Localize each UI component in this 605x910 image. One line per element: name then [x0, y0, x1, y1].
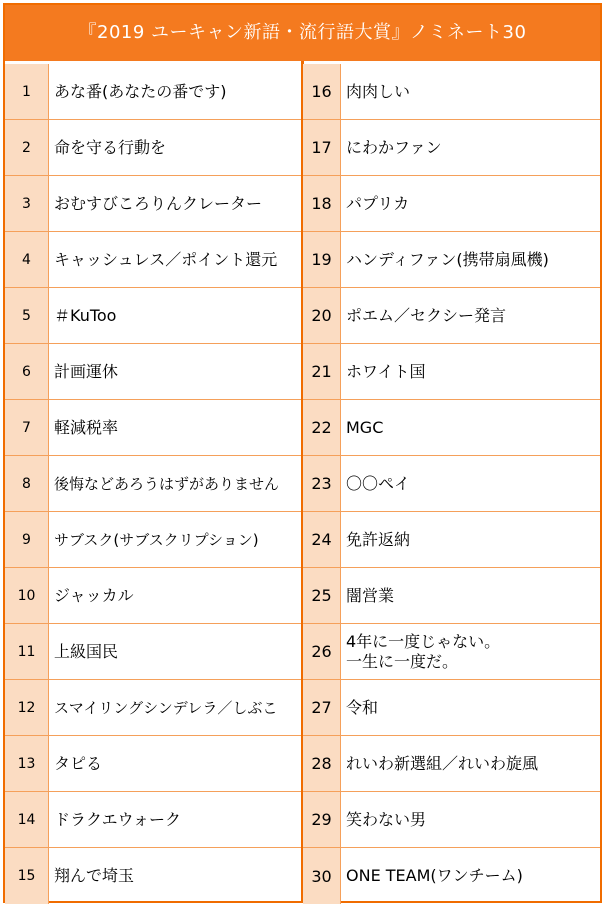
rank-number: 29 [303, 792, 341, 847]
table-row [5, 736, 302, 792]
rank-number: 20 [303, 288, 341, 343]
table-row [5, 624, 302, 680]
nominee-word: ドラクエウォーク [54, 809, 182, 829]
nominee-word: 軽減税率 [54, 417, 119, 437]
table-row [303, 288, 600, 344]
nominee-word: ONE TEAM(ワンチーム) [346, 866, 523, 885]
table-row [303, 624, 600, 680]
table-row [5, 568, 302, 624]
rank-number: 25 [303, 568, 341, 623]
rank-number: 21 [303, 344, 341, 399]
table-row [5, 512, 302, 568]
rank-number: 28 [303, 736, 341, 791]
nominee-word: おむすびころりんクレーター [54, 193, 263, 213]
nominee-word: 上級国民 [54, 641, 119, 661]
table-row [303, 568, 600, 624]
rank-number: 5 [5, 288, 49, 343]
rank-number: 8 [5, 456, 49, 511]
nominee-table [3, 3, 602, 903]
nominee-word: にわかファン [346, 137, 442, 157]
rank-number: 15 [5, 848, 49, 904]
table-row [303, 512, 600, 568]
table-row [5, 792, 302, 848]
rank-number: 4 [5, 232, 49, 287]
nominee-word: MGC [346, 417, 384, 437]
nominee-word: スマイリングシンデレラ／しぶこ [54, 698, 278, 717]
nominee-word: ホワイト国 [346, 361, 426, 381]
table-row [303, 848, 600, 904]
rank-number: 12 [5, 680, 49, 735]
table-row [303, 736, 600, 792]
table-row [303, 400, 600, 456]
table-row [5, 288, 302, 344]
table-row [303, 344, 600, 400]
table-row [5, 400, 302, 456]
nominee-word: あな番(あなたの番です) [54, 81, 227, 101]
rank-number: 18 [303, 176, 341, 231]
table-row [303, 456, 600, 512]
nominee-word: 闇営業 [346, 585, 395, 605]
table-row [303, 64, 600, 120]
rank-number: 13 [5, 736, 49, 791]
table-row [303, 120, 600, 176]
rank-number: 24 [303, 512, 341, 567]
nominee-word: 令和 [346, 697, 379, 717]
nominee-word: れいわ新選組／れいわ旋風 [346, 753, 539, 773]
rank-number: 30 [303, 848, 341, 904]
table-row [5, 848, 302, 904]
left-column [5, 64, 302, 904]
table-row [5, 456, 302, 512]
nominee-word: ジャッカル [54, 585, 134, 605]
rank-number: 7 [5, 400, 49, 455]
rank-number: 26 [303, 624, 341, 679]
nominee-word: 肉肉しい [346, 81, 411, 101]
nominee-word: サブスク(サブスクリプション) [54, 530, 259, 549]
nominee-word: ＃KuToo [54, 305, 117, 325]
nominee-word: ハンディファン(携帯扇風機) [346, 249, 549, 269]
rank-number: 6 [5, 344, 49, 399]
nominee-word: 免許返納 [346, 529, 411, 549]
rank-number: 9 [5, 512, 49, 567]
table-row [5, 232, 302, 288]
table-row [303, 232, 600, 288]
table-title: 『2019 ユーキャン新語・流行語大賞』ノミネート30 [5, 5, 600, 61]
nominee-word: 後悔などあろうはずがありません [54, 474, 280, 493]
nominee-word: 命を守る行動を [54, 137, 167, 157]
rank-number: 2 [5, 120, 49, 175]
table-row [5, 680, 302, 736]
table-row [5, 344, 302, 400]
rank-number: 11 [5, 624, 49, 679]
rank-number: 19 [303, 232, 341, 287]
nominee-word: 〇〇ペイ [346, 473, 411, 493]
right-column [303, 64, 600, 904]
rank-number: 10 [5, 568, 49, 623]
table-row [303, 680, 600, 736]
rank-number: 1 [5, 64, 49, 119]
rank-number: 23 [303, 456, 341, 511]
nominee-word: パプリカ [346, 193, 410, 213]
rank-number: 17 [303, 120, 341, 175]
rank-number: 27 [303, 680, 341, 735]
table-row [5, 120, 302, 176]
table-row [5, 64, 302, 120]
nominee-word: 翔んで埼玉 [54, 866, 135, 885]
nominee-word: 計画運休 [54, 361, 119, 381]
nominee-word: 4年に一度じゃない。 一生に一度だ。 [346, 631, 501, 671]
table-row [5, 176, 302, 232]
table-row [303, 176, 600, 232]
rank-number: 14 [5, 792, 49, 847]
table-row [303, 792, 600, 848]
nominee-word: 笑わない男 [346, 809, 427, 829]
rank-number: 3 [5, 176, 49, 231]
nominee-word: キャッシュレス／ポイント還元 [54, 249, 278, 269]
rank-number: 16 [303, 64, 341, 119]
nominee-word: タピる [54, 753, 103, 773]
rank-number: 22 [303, 400, 341, 455]
nominee-word: ポエム／セクシー発言 [346, 305, 507, 325]
